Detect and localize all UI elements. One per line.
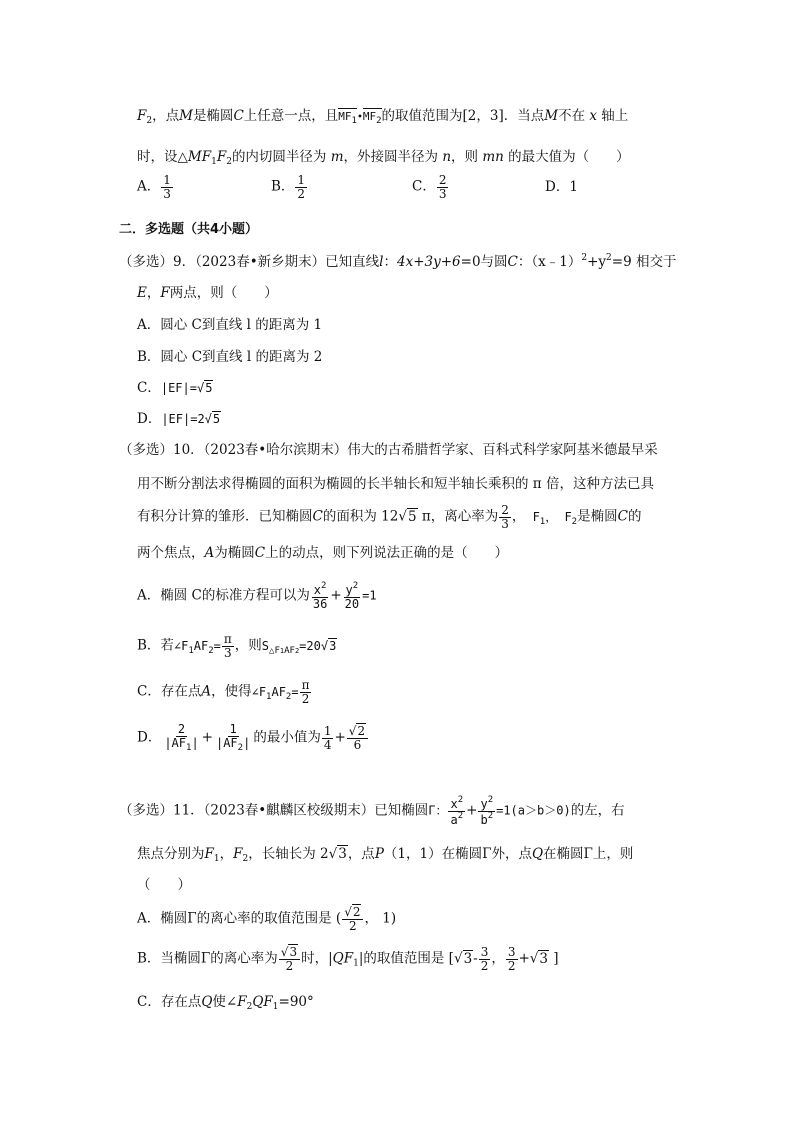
q8-options: A． $\frac{1}{3}$ B． $\frac{1}{2}$ C． $\frac{2}{3}$ D．1 (137, 173, 578, 201)
q11-opt-c: C．存在点Q使$\angle F_2QF_1=90^\circ$ (137, 994, 314, 1012)
q11-line2: 焦点分别为$F_1$，$F_2$，长轴长为 2√3，点P（1，1）在椭圆Γ外，点Q在椭圆Γ上，则 (137, 846, 634, 864)
q10-line3: 有积分计算的雏形．已知椭圆C的面积为 12√5 π，离心率为 $\frac{2}{3}$ ， $F_1$， $F_2$是椭圆C的 (137, 503, 642, 531)
q10-line2: 用不断分割法求得椭圆的面积为椭圆的长半轴长和短半轴长乘积的 π 倍，这种方法已具 (137, 476, 654, 492)
q10-opt-b: B．若$\angle F_1AF_2=$ $\frac{\pi}{3}$ ，则$S_{\triangle F1AF2}=20√3$ (137, 632, 337, 660)
q9-line1: （多选）9．（2023春•新乡期末）已知直线l：4x+3y+6=0与圆C：$(x﹣1)^2+y^2=9$ 相交于 (119, 253, 677, 270)
section-title: 二．多选题（共4小题） (119, 222, 259, 237)
q10-opt-d: D． $\frac{2}{|AF_1|}$ + $\frac{1}{|AF_2|}$ 的最小值为 $\frac{1}{4}$ + $\frac{√2}{6}$ (137, 723, 369, 753)
q8-line1: $F_2$，点M是椭圆C上任意一点，且$MF_1•MF_2$的取值范围为[2，3]．当点M不在 x 轴上 (137, 108, 629, 126)
q11-opt-a: A．椭圆Γ的离心率的取值范围是 ( $\frac{√2}{2}$ ， 1) (137, 905, 397, 933)
q10-line4: 两个焦点，A为椭圆C上的动点，则下列说法正确的是（ ） (137, 545, 509, 561)
q11-line3: （ ） (137, 877, 191, 893)
q10-opt-a: A．椭圆 C的标准方程可以为 $\frac{x^2}{36}$ + $\frac{y^2}{20}$ =1 (137, 581, 377, 611)
q9-opt-c: C．|EF|=√5 (137, 380, 213, 396)
q8-line2: 时，设$\triangle MF_1F_2$的内切圆半径为 m，外接圆半径为 n，则 mn 的最大值为（ ） (137, 149, 630, 167)
q9-opt-d: D．|EF|=2√5 (137, 411, 221, 427)
q11-opt-b: B．当椭圆Γ的离心率为 $\frac{√3}{2}$ 时，$|QF_1|$的取值范围是 [√3- $\frac{3}{2}$ ， $\frac{3}{2}$ +√3 ] (137, 945, 559, 973)
q11-line1: （多选）11．（2023春•麒麟区校级期末）已知椭圆Γ： $\frac{x^2}{a^2}$ + $\frac{y^2}{b^2}$ =1(a＞b＞0)的左，右 (119, 795, 625, 827)
q10-line1: （多选）10．（2023春•哈尔滨期末）伟大的古希腊哲学家、百科式科学家阿基米德最早采 (119, 442, 658, 458)
q9-opt-a: A．圆心 C到直线 l 的距离为 1 (137, 317, 323, 333)
q9-opt-b: B．圆心 C到直线 l 的距离为 2 (137, 349, 323, 365)
q10-opt-c: C．存在点A，使得$\angle F_1AF_2=$ $\frac{\pi}{2}$ (137, 678, 310, 706)
q9-line2: E，F两点，则（ ） (137, 285, 278, 301)
